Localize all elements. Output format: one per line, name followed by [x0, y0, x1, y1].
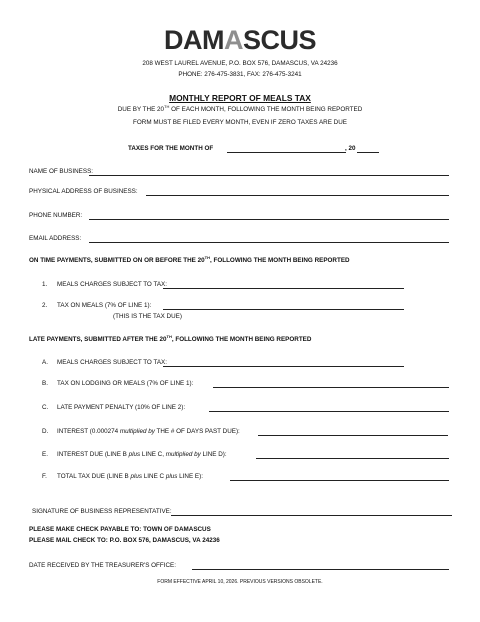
address-line: 208 WEST LAUREL AVENUE, P.O. BOX 576, DAMASCUS, VA 24236: [142, 60, 338, 67]
due-sup: TH: [164, 103, 170, 109]
line-d-field[interactable]: [258, 435, 448, 436]
late-heading-sup: TH: [166, 333, 172, 339]
business-name-field[interactable]: [89, 175, 449, 176]
year-prefix: , 20: [345, 145, 356, 152]
line-e-field[interactable]: [256, 458, 449, 459]
must-file-text: FORM MUST BE FILED EVERY MONTH, EVEN IF ZERO TAXES ARE DUE: [133, 119, 347, 126]
on-time-heading: [29, 254, 350, 264]
month-input-line[interactable]: [227, 152, 346, 153]
line-d-letter: D.: [42, 428, 49, 435]
line-c-letter: C.: [42, 404, 49, 411]
line-b-label: TAX ON LODGING OR MEALS (7% OF LINE 1):: [57, 380, 194, 387]
physical-address-field[interactable]: [146, 195, 449, 196]
town-logo: [0, 26, 480, 54]
line-b-field[interactable]: [213, 387, 449, 388]
item-2-note: (THIS IS THE TAX DUE): [113, 313, 182, 320]
payable-to-text: PLEASE MAKE CHECK PAYABLE TO: TOWN OF DAMASCUS: [29, 526, 211, 533]
item-1-field[interactable]: [163, 288, 404, 289]
line-f-letter: F.: [42, 473, 47, 480]
line-d-em: multiplied by: [119, 428, 155, 435]
line-a-letter: A.: [42, 359, 48, 366]
date-received-field[interactable]: [192, 569, 449, 570]
late-heading-prefix: LATE PAYMENTS, SUBMITTED AFTER THE 20: [29, 336, 167, 343]
taxes-month-label: TAXES FOR THE MONTH OF: [128, 145, 214, 152]
line-e-post: LINE D):: [200, 451, 227, 458]
late-heading: [29, 333, 312, 343]
line-e-pre: INTEREST DUE (LINE B: [57, 451, 129, 458]
due-date-text: [0, 103, 480, 113]
line-d-label: [57, 428, 240, 435]
mail-to-text: PLEASE MAIL CHECK TO: P.O. BOX 576, DAMASCUS, VA 24236: [29, 537, 220, 544]
line-e-label: [57, 451, 227, 458]
line-f-em1: plus: [130, 473, 143, 480]
line-f-field[interactable]: [230, 480, 449, 481]
signature-label: SIGNATURE OF BUSINESS REPRESENTATIVE:: [32, 508, 172, 515]
form-effective-note: FORM EFFECTIVE APRIL 10, 2026. PREVIOUS VERSIONS OBSOLETE.: [157, 579, 323, 585]
line-d-pre: INTEREST (0.000274: [57, 428, 120, 435]
phone-label: PHONE NUMBER:: [29, 212, 83, 219]
line-d-post: THE # OF DAYS PAST DUE):: [154, 428, 240, 435]
line-c-field[interactable]: [209, 411, 449, 412]
phone-line: PHONE: 276-475-3831, FAX: 276-475-3241: [178, 71, 302, 78]
on-time-heading-suffix: , FOLLOWING THE MONTH BEING REPORTED: [209, 257, 350, 264]
line-f-pre: TOTAL TAX DUE (LINE B: [57, 473, 131, 480]
item-2-number: 2.: [42, 302, 48, 309]
item-1-label: MEALS CHARGES SUBJECT TO TAX:: [57, 281, 167, 288]
line-a-label: MEALS CHARGES SUBJECT TO TAX:: [57, 359, 167, 366]
line-e-letter: E.: [42, 451, 48, 458]
line-f-mid: LINE C: [142, 473, 166, 480]
form-title: MONTHLY REPORT OF MEALS TAX: [169, 93, 311, 103]
line-f-post: LINE E):: [177, 473, 203, 480]
line-f-label: [57, 473, 203, 480]
logo-text-a: A: [223, 25, 243, 55]
line-e-mid: LINE C,: [140, 451, 166, 458]
on-time-heading-sup: TH: [204, 254, 210, 260]
due-prefix: DUE BY THE 20: [117, 106, 165, 113]
item-2-field[interactable]: [163, 309, 404, 310]
due-suffix: OF EACH MONTH, FOLLOWING THE MONTH BEING REPORTED: [169, 106, 363, 113]
line-a-field[interactable]: [163, 366, 404, 367]
line-e-em2: multiplied by: [165, 451, 201, 458]
line-e-em1: plus: [128, 451, 141, 458]
physical-address-label: PHYSICAL ADDRESS OF BUSINESS:: [29, 188, 138, 195]
logo-text-scus: SCUS: [242, 25, 316, 55]
business-name-label: NAME OF BUSINESS:: [29, 168, 94, 175]
date-received-label: DATE RECEIVED BY THE TREASURER'S OFFICE:: [29, 562, 176, 569]
on-time-heading-prefix: ON TIME PAYMENTS, SUBMITTED ON OR BEFORE THE 20: [29, 257, 205, 264]
logo-text-dam: DAM: [163, 25, 224, 55]
line-b-letter: B.: [42, 380, 48, 387]
line-f-em2: plus: [165, 473, 178, 480]
late-heading-suffix: , FOLLOWING THE MONTH BEING REPORTED: [171, 336, 312, 343]
line-c-label: LATE PAYMENT PENALTY (10% OF LINE 2):: [57, 404, 186, 411]
email-field[interactable]: [89, 242, 449, 243]
item-1-number: 1.: [42, 281, 48, 288]
signature-field[interactable]: [171, 515, 452, 516]
year-input-line[interactable]: [357, 152, 379, 153]
item-2-label: TAX ON MEALS (7% OF LINE 1):: [57, 302, 152, 309]
phone-field[interactable]: [89, 219, 449, 220]
email-label: EMAIL ADDRESS:: [29, 235, 82, 242]
